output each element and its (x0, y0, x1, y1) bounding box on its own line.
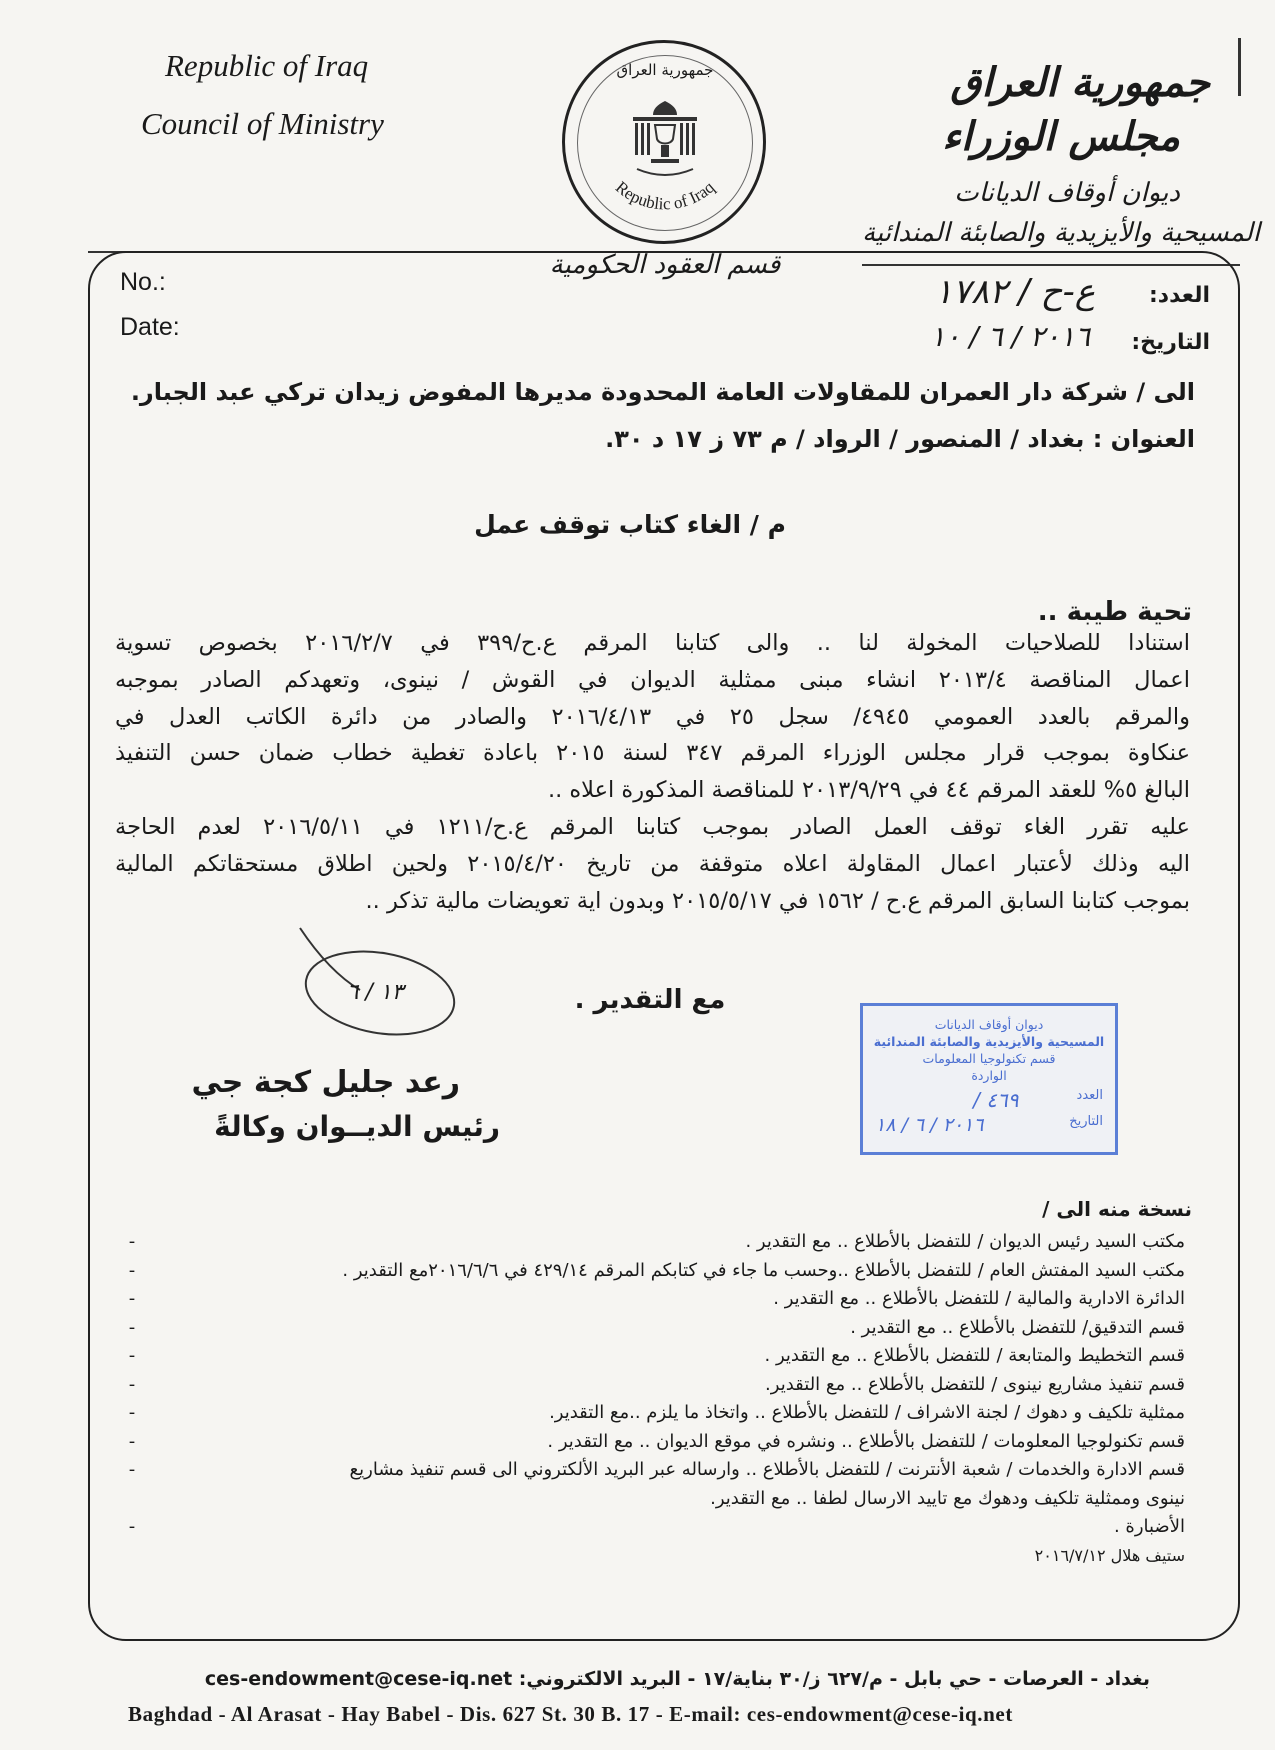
typist-note: ستيف هلال ٢٠١٦/٧/١٢ (1034, 1545, 1185, 1565)
list-item: مكتب السيد رئيس الديوان / للتفضل بالأطلاع .. مع التقدير . - (128, 1231, 1185, 1252)
list-item: ممثلية تلكيف و دهوك / لجنة الاشراف / للتفضل بالأطلاع .. واتخاذ ما يلزم ..مع التقدير. - (128, 1402, 1185, 1423)
seal-top-text: جمهورية العراق (616, 61, 714, 79)
signature-flourish (280, 918, 460, 1038)
body-line: اليه وذلك لأعتبار اعمال المقاولة اعلاه متوقفة من تاريخ ٢٠١٥/٤/٢٠ ولحين اطلاق مستحقاتكم المالية (115, 850, 1191, 877)
state-seal (562, 40, 766, 244)
recipient-line: الى / شركة دار العمران للمقاولات العامة المحدودة مديرها المفوض زيدان تركي عبد الجبار. (130, 378, 1195, 406)
seal-bottom-ring (565, 43, 765, 243)
greeting: تحية طيبة .. (1037, 597, 1192, 627)
list-item: قسم تكنولوجيا المعلومات / للتفضل بالأطلاع .. ونشره في موقع الديوان .. مع التقدير . - (128, 1430, 1185, 1452)
letterhead-ar-council: مجلس الوزراء (942, 114, 1180, 160)
body-line: اعمال المناقصة ٢٠١٣/٤ انشاء مبنى ممثلية الديوان في القوش / نينوى، وتعهدكم الصادر بموجبه (115, 666, 1190, 693)
list-item: قسم التدقيق/ للتفضل بالأطلاع .. مع التقدير . - (128, 1316, 1185, 1338)
letterhead-ar-office: ديوان أوقاف الديانات (954, 178, 1180, 208)
stamp-line: المسيحية والأيزيدية والصابئة المندائية (873, 1034, 1105, 1049)
closing: مع التقدير . (574, 985, 726, 1015)
distribution-heading: نسخة منه الى / (1042, 1197, 1192, 1221)
letterhead-ar-office-sub: المسيحية والأيزيدية والصابئة المندائية (862, 218, 1260, 248)
number-value: ع-ح / ١٧٨٢ (934, 272, 1095, 312)
receipt-stamp (860, 1003, 1118, 1155)
number-label-ar: العدد: (1148, 283, 1210, 308)
corner-mark (1238, 38, 1241, 96)
body-line: والمرقم بالعدد العمومي ٤٩٤٥/ سجل ٢٥ في ٢٠١٦/٤/١٣ والصادر من دائرة الكاتب العدل في (115, 703, 1190, 730)
list-item: قسم الادارة والخدمات / شعبة الأنترنت / للتفضل بالأطلاع .. وارساله عبر البريد الألكتروني الى قسم تنفيذ مشاريع - (128, 1459, 1185, 1480)
no-label: No.: (120, 268, 166, 296)
list-item: قسم التخطيط والمتابعة / للتفضل بالأطلاع .. مع التقدير . - (128, 1345, 1185, 1366)
date-label: Date: (120, 313, 180, 341)
body-line: استنادا للصلاحيات المخولة لنا .. والى كتابنا المرقم ع.ح/٣٩٩ في ٢٠١٦/٢/٧ بخصوص تسوية (115, 630, 1190, 656)
seal-bottom-text: Republic of Iraq (611, 177, 719, 214)
stamp-date-value: ٢٠١٦ / ٦ / ١٨ (875, 1114, 984, 1136)
list-item: الأضبارة . - (128, 1516, 1185, 1537)
stamp-number-value: ٤٦٩ / (973, 1088, 1019, 1112)
date-label-ar: التاريخ: (1131, 330, 1210, 355)
stamp-line: قسم تكنولوجيا المعلومات (922, 1051, 1056, 1066)
signature-initials: ١٣ / ٦ (346, 980, 404, 1005)
signatory-title: رئيس الديــوان وكالةً (214, 1110, 500, 1143)
list-item: مكتب السيد المفتش العام / للتفضل بالأطلاع ..وحسب ما جاء في كتابكم المرقم ٤٢٩/١٤ في ٢٠١٦/٦/٦مع التقدير . - (128, 1259, 1185, 1281)
subject-line: م / الغاء كتاب توقف عمل (474, 510, 786, 539)
distribution-list (120, 1228, 1185, 1570)
footer-address-ar: بغداد - العرصات - حي بابل - م/٦٢٧ ز/٣٠ بناية/١٧ - البريد الالكتروني: ces-endowment@cese-iq.net (204, 1668, 1150, 1690)
body-line: بموجب كتابنا السابق المرقم ع.ح / ١٥٦٢ في ٢٠١٥/٥/١٧ وبدون اية تعويضات مالية تذكر .. (365, 887, 1190, 914)
letterhead-ar-country: جمهورية العراق (950, 60, 1210, 106)
department-name: قسم العقود الحكومية (549, 250, 781, 280)
svg-text:Republic of Iraq (612, 177, 719, 213)
stamp-line: الواردة (971, 1068, 1007, 1083)
recipient-address: العنوان : بغداد / المنصور / الرواد / م ٧٣ ز ١٧ د ٣٠. (605, 425, 1195, 453)
stamp-date-label: التاريخ (1069, 1114, 1103, 1129)
letter-body (115, 625, 1190, 919)
body-line: عنكاوة بموجب قرار مجلس الوزراء المرقم ٣٤٧ لسنة ٢٠١٥ باعادة تغطية خطاب ضمان حسن التنفيذ (115, 740, 1190, 767)
list-item: الدائرة الادارية والمالية / للتفضل بالأطلاع .. مع التقدير . - (128, 1288, 1185, 1309)
date-value: ٢٠١٦ / ٦ / ١٠ (930, 320, 1090, 353)
letterhead-en-council: Council of Ministry (141, 106, 384, 141)
body-line: عليه تقرر الغاء توقف العمل الصادر بموجب كتابنا المرقم ع.ح/١٢١١ في ٢٠١٦/٥/١١ لعدم الحاجة (115, 813, 1190, 840)
signatory-name: رعد جليل كجة جي (191, 1065, 460, 1100)
list-item-continuation: نينوى وممثلية تلكيف ودهوك مع تاييد الارسال لطفا .. مع التقدير. (710, 1487, 1185, 1509)
list-item: قسم تنفيذ مشاريع نينوى / للتفضل بالأطلاع .. مع التقدير. - (128, 1373, 1185, 1395)
footer-address-en: Baghdad - Al Arasat - Hay Babel - Dis. 627 St. 30 B. 17 - E-mail: ces-endowment@cese-iq.net (128, 1702, 1013, 1726)
letterhead-en-country: Republic of Iraq (165, 48, 369, 83)
stamp-line: ديوان أوقاف الديانات (934, 1017, 1044, 1032)
body-line: البالغ ٥% للعقد المرقم ٤٤ في ٢٠١٣/٩/٢٩ للمناقصة المذكورة اعلاه .. (547, 777, 1190, 804)
stamp-number-label: العدد (1076, 1088, 1103, 1103)
